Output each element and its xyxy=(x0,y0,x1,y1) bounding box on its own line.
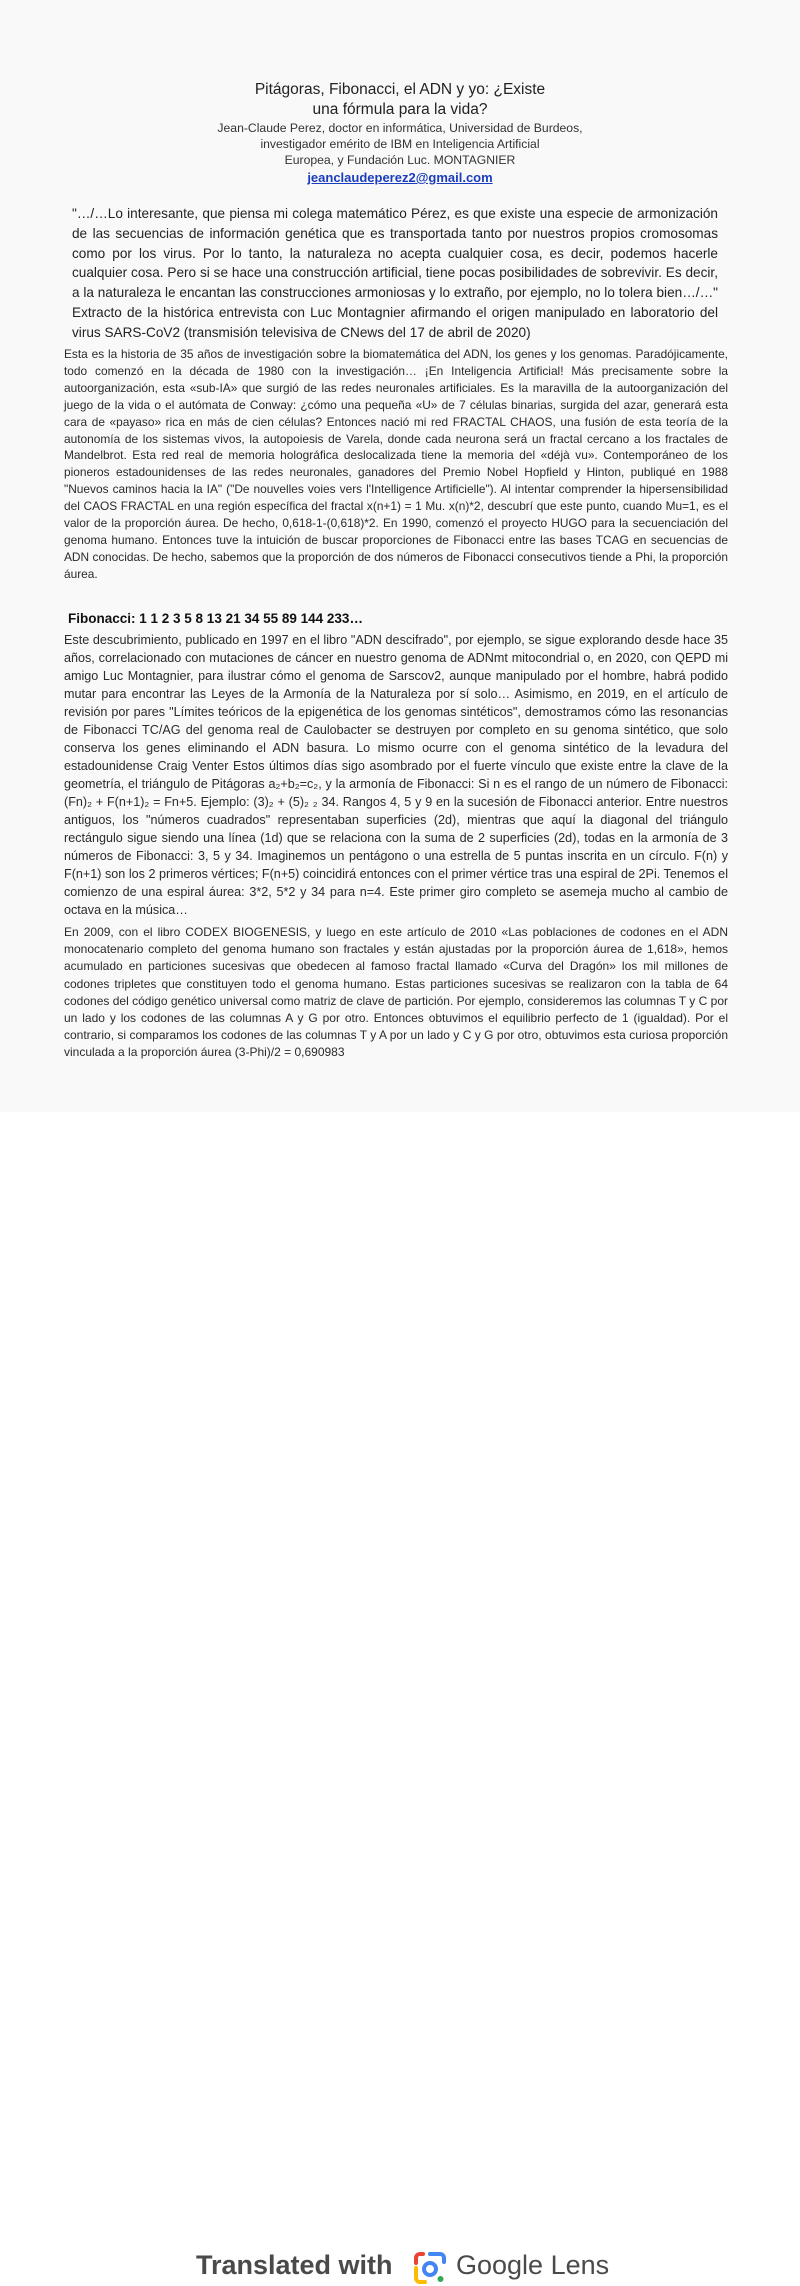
author-line-3: Europea, y Fundación Luc. MONTAGNIER xyxy=(284,153,516,167)
author-email-link[interactable]: jeanclaudeperez2@gmail.com xyxy=(307,170,493,185)
body-paragraph-1: Esta es la historia de 35 años de investigación sobre la biomatemática del ADN, los genes y los genomas. Paradójicamente, todo comenzó en la década de 1980 con la investigación… ¡En Inteligencia Artificial! Más precisamente sobre la autoorganización, esta «sub-IA» que surgió de las redes neuronales artificiales. Es la maravilla de la autoorganización del juego de la vida o el autómata de Conway: ¿cómo una pequeña «U» de 7 células binarias, surgida del azar, generará esta cara de «payaso» rica en más de cien células? Entonces nació mi red FRACTAL CHAOS, una fusión de esta teoría de la autonomía de los sistemas vivos, la autopoiesis de Varela, donde cada neurona será un fractal cercano a los fractales de Mandelbrot. Esta red real de memoria holográfica deslocalizada tiene la memoria del «déjà vu». Contemporáneo de los pioneros estadounidenses de las redes neuronales, ganadores del Premio Nobel Hopfield y Hinton, publiqué en 1988 "Nuevos caminos hacia la IA" ("De nouvelles voies vers l'Intelligence Artificielle"). Al intentar comprender la hipersensibilidad del CAOS FRACTAL en una región específica del fractal x(n+1) = 1 Mu. x(n)*2, descubrí que este punto, cuando Mu=1, es el valor de la proporción áurea. De hecho, 0,618-1-(0,618)*2. En 1990, comenzó el proyecto HUGO para la secuenciación del genoma humano. Entonces tuve la intuición de buscar proporciones de Fibonacci entre las bases TCAG en secuencias de ADN conocidas. De hecho, sabemos que la proporción de dos números de Fibonacci consecutivos tiende a Phi, la proporción áurea. xyxy=(64,347,728,581)
montagnier-quote: "…/…Lo interesante, que piensa mi colega matemático Pérez, es que existe una especie de armonización de las secuencias de información genética que es transportada tanto por nuestros propios cromosomas como por los virus. Por lo tanto, la naturaleza no acepta cualquier cosa, es decir, podemos hacerle cualquier cosa. Pero si se hace una construcción artificial, tiene pocas posibilidades de sobrevivir. Es decir, a la naturaleza le encantan las construcciones armoniosas y lo extraño, por ejemplo, no lo tolera bien…/…" Extracto de la histórica entrevista con Luc Montagnier afirmando el origen manipulado en laboratorio del virus SARS-CoV2 (transmisión televisiva de CNews del 17 de abril de 2020) xyxy=(72,206,718,340)
google-lens-icon xyxy=(412,2250,448,2286)
fibonacci-sequence-line: Fibonacci: 1 1 2 3 5 8 13 21 34 55 89 144 233… xyxy=(68,611,363,626)
translation-footer xyxy=(0,1112,800,2280)
translated-with-label: Translated with xyxy=(196,2250,393,2280)
article-title-line-2: una fórmula para la vida? xyxy=(312,101,488,118)
author-line-2: investigador emérito de IBM en Inteligencia Artificial xyxy=(260,137,540,151)
author-line-1: Jean-Claude Perez, doctor en informática, Universidad de Burdeos, xyxy=(217,121,583,135)
body-paragraph-3: En 2009, con el libro CODEX BIOGENESIS, y luego en este artículo de 2010 «Las poblaciones de codones en el ADN monocatenario completo del genoma humano son fractales y están ajustadas por la proporción áurea de 1,618», hemos acumulado en particiones sucesivas que obedecen al famoso fractal llamado «Curva del Dragón» los mil millones de codones tripletes que constituyen todo el genoma humano. Estas particiones sucesivas se realizaron con la tabla de 64 codones del código genético universal como matriz de clave de partición. Por ejemplo, consideremos las columnas T y C por un lado y los codones de las columnas A y G por otro. Entonces obtuvimos el equilibrio perfecto de 1 (igualdad). Por el contrario, si comparamos los codones de las columnas T y A por un lado y C y G por otro, obtuvimos esta curiosa proporción vinculada a la proporción áurea (3-Phi)/2 = 0,690983 xyxy=(64,925,728,1060)
article-title-line-1: Pitágoras, Fibonacci, el ADN y yo: ¿Existe xyxy=(254,81,546,98)
body-paragraph-2: Este descubrimiento, publicado en 1997 en el libro "ADN descifrado", por ejemplo, se sigue explorando desde hace 35 años, correlacionado con mutaciones de cáncer en nuestro genoma de ADNmt mitocondrial o, en 2020, con QEPD mi amigo Luc Montagnier, para ilustrar cómo el genoma de Sarscov2, aunque manipulado por el hombre, habrá podido mutar para encontrar las Leyes de la Armonía de la Naturaleza por sí solo… Asimismo, en 2019, en el artículo de revisión por pares "Límites teóricos de la epigenética de los genomas sintéticos", demostramos cómo las resonancias de Fibonacci TC/AG del genoma real de Caulobacter se destruyen por completo en su genoma sintético, que solo conserva los genes eliminando el ADN basura. Lo mismo ocurre con el genoma sintético de la levadura del estadounidense Craig Venter Estos últimos días sigo asombrado por el fuerte vínculo que existe entre la clave de la geometría, el triángulo de Pitágoras a₂+b₂=c₂, y la armonía de Fibonacci: Si n es el rango de un número de Fibonacci: (Fn)₂ + F(n+1)₂ = Fn+5. Ejemplo: (3)₂ + (5)₂ ₂ 34. Rangos 4, 5 y 9 en la sucesión de Fibonacci anterior. Entre nuestros antiguos, los "números cuadrados" representaban superficies (2d), mientras que aquí la diagonal del triángulo rectángulo sigue siendo una línea (1d) que se relaciona con la suma de 2 superficies (2d), todas en la armonía de 3 números de Fibonacci: 3, 5 y 34. Imaginemos un pentágono o una estrella de 5 puntas inscrita en un círculo. F(n) y F(n+1) son los 2 primeros vértices; F(n+5) coincidirá entonces con el primer vértice tras una espiral de 2Pi. Tenemos el comienzo de una espiral áurea: 3*2, 5*2 y 34 para n=4. Este primer giro completo se asemeja mucho al cambio de octava en la música… xyxy=(64,633,728,917)
google-lens-label: Google Lens xyxy=(456,2250,610,2280)
document-page xyxy=(0,0,800,1112)
